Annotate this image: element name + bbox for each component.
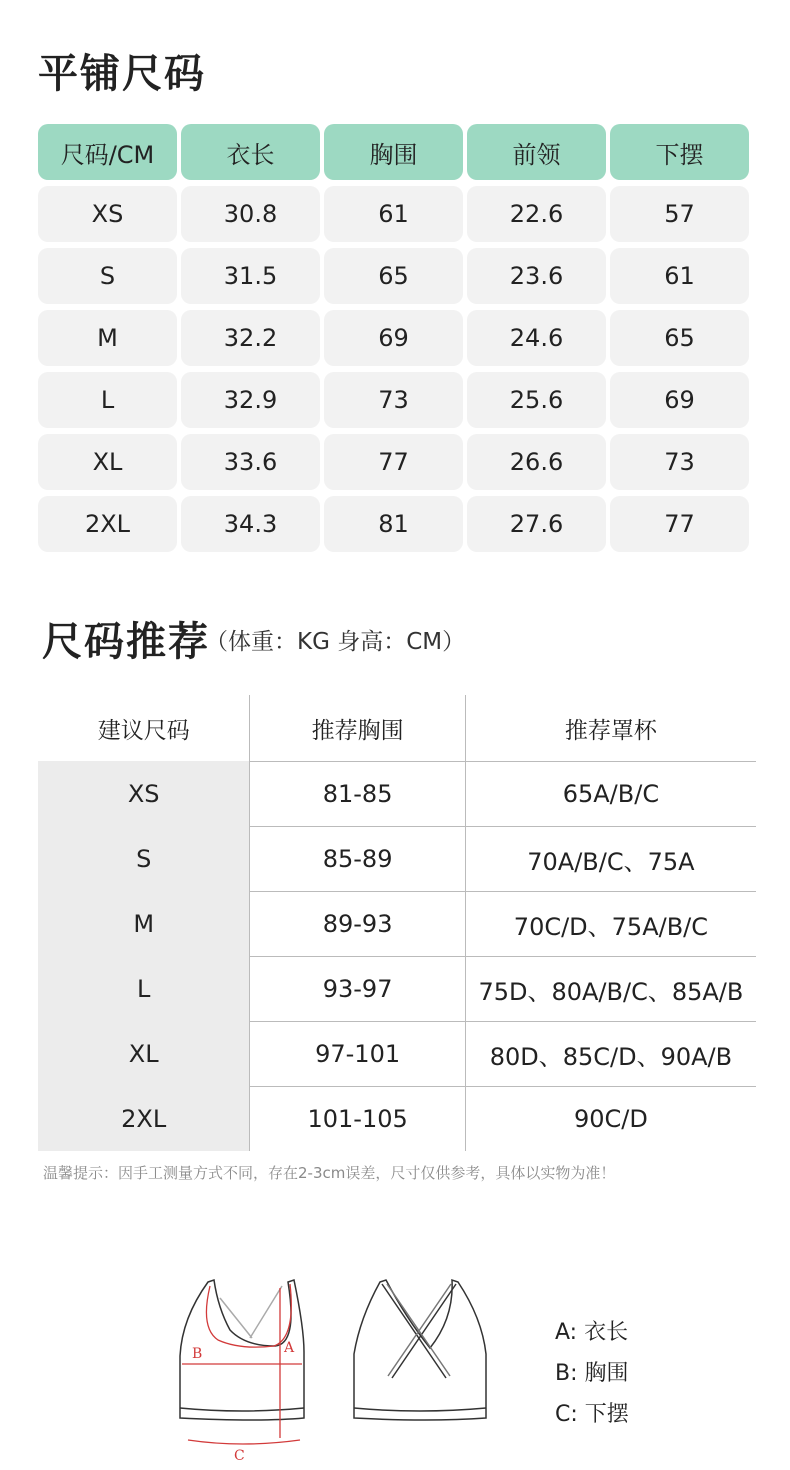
recommend-title: 尺码推荐 xyxy=(42,619,210,665)
table-cell: 31.5 xyxy=(181,248,320,304)
table-cell: 93-97 xyxy=(249,957,464,1021)
table-row xyxy=(38,310,752,366)
table-cell: 32.9 xyxy=(181,372,320,428)
table-row xyxy=(38,434,752,490)
recommend-header-row xyxy=(38,695,756,761)
table-cell: 23.6 xyxy=(467,248,606,304)
table-cell: 73 xyxy=(324,372,463,428)
table-cell: 97-101 xyxy=(249,1022,464,1086)
table-cell: L xyxy=(38,372,177,428)
table-cell: 27.6 xyxy=(467,496,606,552)
table-cell: 77 xyxy=(324,434,463,490)
table-cell: 70A/B/C、75A xyxy=(465,827,756,891)
table-cell: 61 xyxy=(610,248,749,304)
diagram-legend xyxy=(555,1312,629,1435)
header-cell: 胸围 xyxy=(324,124,463,180)
table-cell: 75D、80A/B/C、85A/B xyxy=(465,957,756,1021)
table-cell: 81 xyxy=(324,496,463,552)
header-cell: 推荐罩杯 xyxy=(465,695,756,761)
table-cell: 33.6 xyxy=(181,434,320,490)
table-cell: 22.6 xyxy=(467,186,606,242)
table-cell: 26.6 xyxy=(467,434,606,490)
table-cell: 70C/D、75A/B/C xyxy=(465,892,756,956)
table-cell: L xyxy=(38,956,249,1021)
header-cell: 建议尺码 xyxy=(97,717,190,744)
table-row xyxy=(38,761,756,826)
table-cell: 90C/D xyxy=(465,1087,756,1151)
header-cell: 下摆 xyxy=(610,124,749,180)
table-cell: 2XL xyxy=(38,1086,249,1151)
table-row xyxy=(38,496,752,552)
label-c: C xyxy=(234,1448,245,1463)
table-cell: 81-85 xyxy=(249,762,464,826)
table-row xyxy=(38,956,756,1021)
header-cell: 前领 xyxy=(467,124,606,180)
table-cell: 101-105 xyxy=(249,1087,464,1151)
garment-diagram xyxy=(170,1268,510,1463)
flat-size-title: 平铺尺码 xyxy=(38,51,206,97)
table-cell: 30.8 xyxy=(181,186,320,242)
table-cell: 25.6 xyxy=(467,372,606,428)
table-cell: 2XL xyxy=(38,496,177,552)
table-cell: 32.2 xyxy=(181,310,320,366)
table-row xyxy=(38,186,752,242)
table-cell: XS xyxy=(38,761,249,826)
table-cell: XL xyxy=(38,434,177,490)
table-cell: XS xyxy=(38,186,177,242)
table-cell: 65 xyxy=(324,248,463,304)
table-cell: 73 xyxy=(610,434,749,490)
table-cell: 34.3 xyxy=(181,496,320,552)
label-a: A xyxy=(284,1340,295,1356)
header-cell: 衣长 xyxy=(181,124,320,180)
legend-item-c: C: 下摆 xyxy=(555,1402,629,1427)
legend-item-a: A: 衣长 xyxy=(555,1320,629,1345)
measurement-note: 温馨提示：因手工测量方式不同，存在2-3cm误差，尺寸仅供参考，具体以实物为准！ xyxy=(43,1164,616,1182)
table-cell: 85-89 xyxy=(249,827,464,891)
table-cell: M xyxy=(38,891,249,956)
table-cell: 77 xyxy=(610,496,749,552)
table-cell: 89-93 xyxy=(249,892,464,956)
label-b: B xyxy=(192,1346,203,1362)
table-cell: 61 xyxy=(324,186,463,242)
table-cell: M xyxy=(38,310,177,366)
table-cell: 24.6 xyxy=(467,310,606,366)
table-cell: 65 xyxy=(610,310,749,366)
table-cell: 69 xyxy=(610,372,749,428)
table-cell: XL xyxy=(38,1021,249,1086)
flat-size-table xyxy=(38,124,752,558)
table-row xyxy=(38,372,752,428)
table-row xyxy=(38,891,756,956)
flat-size-header-row xyxy=(38,124,752,180)
legend-item-b: B: 胸围 xyxy=(555,1361,629,1386)
recommend-subtitle: （体重：KG 身高：CM） xyxy=(205,629,466,655)
table-row xyxy=(38,826,756,891)
table-row xyxy=(38,248,752,304)
table-row xyxy=(38,1086,756,1151)
table-cell: S xyxy=(38,248,177,304)
header-cell: 推荐胸围 xyxy=(249,695,464,761)
back-bra-sketch xyxy=(354,1280,486,1420)
table-cell: 65A/B/C xyxy=(465,762,756,826)
table-row xyxy=(38,1021,756,1086)
table-cell: 69 xyxy=(324,310,463,366)
table-cell: 57 xyxy=(610,186,749,242)
recommend-table xyxy=(38,695,756,1151)
table-cell: 80D、85C/D、90A/B xyxy=(465,1022,756,1086)
header-cell: 尺码/CM xyxy=(38,124,177,180)
table-cell: S xyxy=(38,826,249,891)
